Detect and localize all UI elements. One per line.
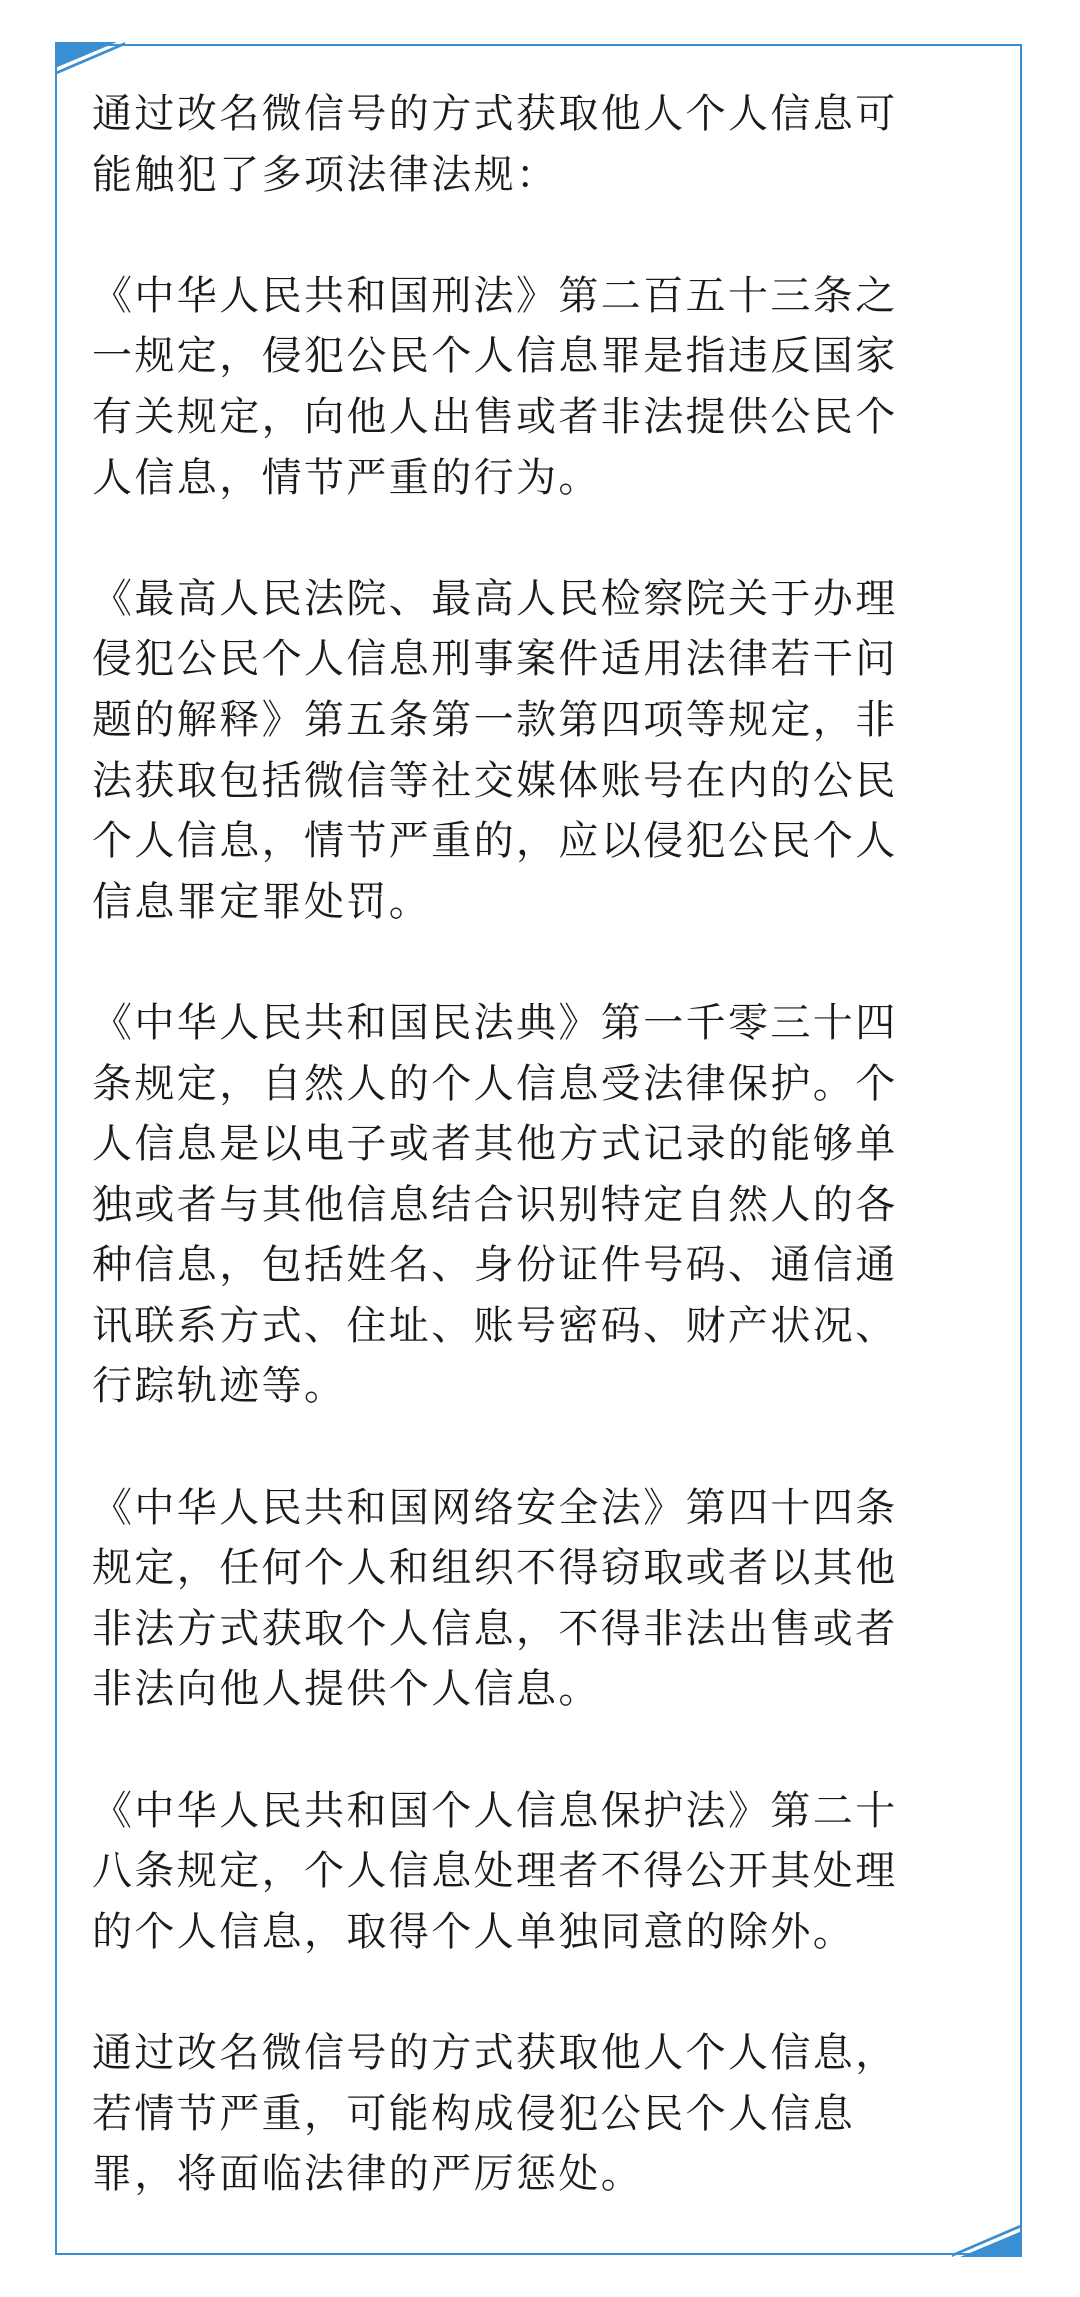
paragraph-intro [92,84,992,205]
text-line: 通过改名微信号的方式获取他人个人信息， [92,2030,898,2076]
text-line: 规定，任何个人和组织不得窃取或者以其他 [92,1545,898,1592]
text-line: 非法方式获取个人信息，不得非法出售或者 [92,1605,898,1652]
text-line: 《最高人民法院、最高人民检察院关于办理 [92,575,898,622]
text-line: 一规定，侵犯公民个人信息罪是指违反国家 [92,333,898,380]
text-line: 非法向他人提供个人信息。 [92,1666,601,1713]
paragraph-conclusion [92,2023,992,2205]
text-line: 罪，将面临法律的严厉惩处。 [92,2151,644,2198]
text-line: 《中华人民共和国个人信息保护法》第二十 [92,1787,898,1834]
text-line: 种信息，包括姓名、身份证件号码、通信通 [92,1242,898,1289]
paragraph-civil-code [92,993,992,1417]
text-line: 八条规定，个人信息处理者不得公开其处理 [92,1848,898,1895]
text-line: 侵犯公民个人信息刑事案件适用法律若干问 [92,636,898,683]
corner-decoration-bottom-right [952,2217,1022,2257]
text-line: 题的解释》第五条第一款第四项等规定，非 [92,696,898,743]
corner-decoration-top-left [55,42,125,82]
text-line: 法获取包括微信等社交媒体账号在内的公民 [92,757,898,804]
paragraph-criminal-law [92,266,992,508]
text-line: 能触犯了多项法律法规： [92,151,559,198]
text-line: 人信息是以电子或者其他方式记录的能够单 [92,1121,898,1168]
text-line: 通过改名微信号的方式获取他人个人信息可 [92,91,898,137]
text-line: 《中华人民共和国刑法》第二百五十三条之 [92,272,898,319]
text-line: 行踪轨迹等。 [92,1363,347,1410]
text-line: 有关规定，向他人出售或者非法提供公民个 [92,393,898,440]
paragraph-cybersecurity-law [92,1478,992,1720]
text-line: 独或者与其他信息结合识别特定自然人的各 [92,1181,898,1228]
text-line: 个人信息，情节严重的，应以侵犯公民个人 [92,818,898,865]
paragraph-personal-info-law [92,1781,992,1963]
text-line: 的个人信息，取得个人单独同意的除外。 [92,1908,856,1955]
text-line: 条规定，自然人的个人信息受法律保护。个 [92,1060,898,1107]
text-line: 若情节严重，可能构成侵犯公民个人信息 [92,2090,856,2137]
document-body [92,84,992,2205]
text-line: 《中华人民共和国民法典》第一千零三十四 [92,999,898,1046]
text-line: 《中华人民共和国网络安全法》第四十四条 [92,1484,898,1531]
text-line: 人信息，情节严重的行为。 [92,454,601,501]
text-line: 讯联系方式、住址、账号密码、财产状况、 [92,1302,898,1349]
paragraph-judicial-interpretation [92,569,992,933]
text-line: 信息罪定罪处罚。 [92,878,432,925]
